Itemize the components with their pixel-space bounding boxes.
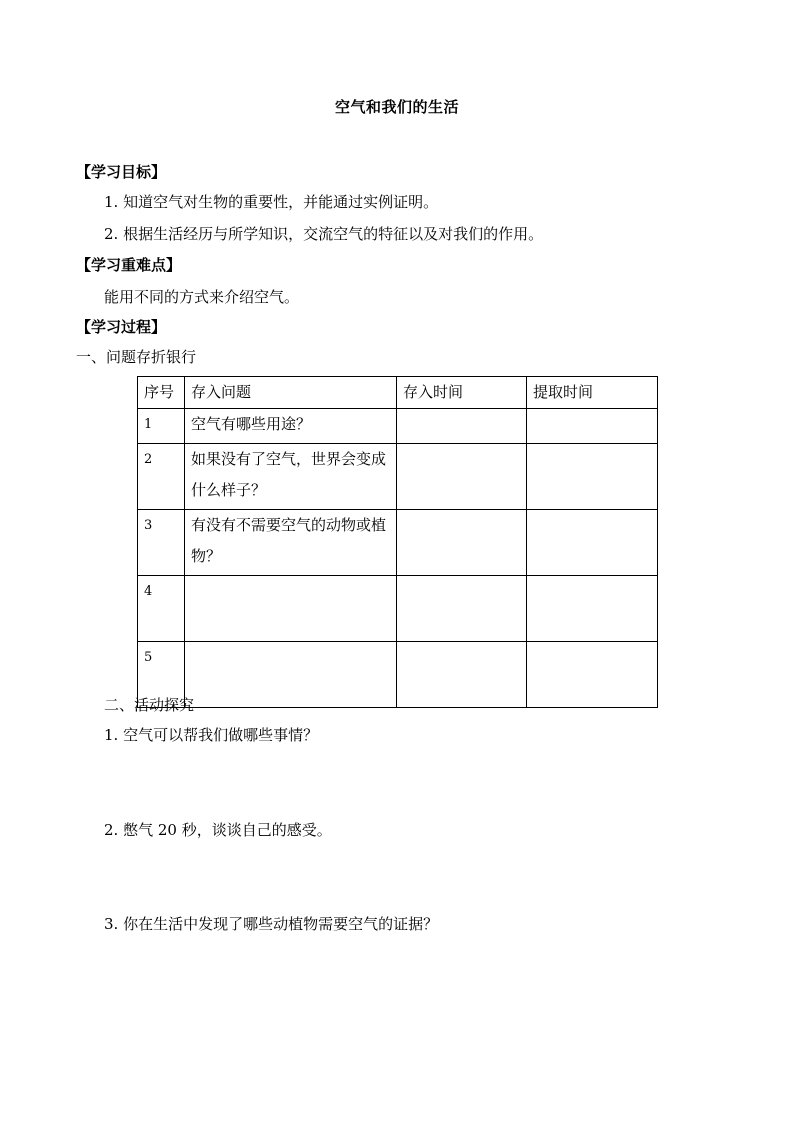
key-points-heading: 【学习重难点】	[76, 256, 182, 274]
table-row	[138, 642, 658, 708]
goal-item: 1. 知道空气对生物的重要性，并能通过实例证明。	[104, 193, 439, 211]
table-header-row	[138, 377, 658, 409]
goals-heading: 【学习目标】	[76, 163, 167, 181]
row-number: 1	[138, 409, 185, 444]
question-bank-table	[137, 376, 658, 708]
row-number: 5	[138, 642, 185, 708]
header-cell-withdraw-time: 提取时间	[527, 377, 658, 409]
table-row	[138, 510, 658, 576]
row-number: 4	[138, 576, 185, 642]
row-withdraw-time	[527, 409, 658, 444]
row-question: 如果没有了空气，世界会变成什么样子？	[185, 444, 397, 510]
row-number: 2	[138, 444, 185, 510]
row-question	[185, 642, 397, 708]
row-deposit-time	[397, 409, 527, 444]
row-question	[185, 576, 397, 642]
row-number: 3	[138, 510, 185, 576]
part2-heading: 二、活动探究	[104, 696, 195, 714]
row-withdraw-time	[527, 510, 658, 576]
activity-item: 3. 你在生活中发现了哪些动植物需要空气的证据？	[104, 915, 439, 933]
row-withdraw-time	[527, 576, 658, 642]
row-deposit-time	[397, 444, 527, 510]
row-question: 空气有哪些用途？	[185, 409, 397, 444]
page-title: 空气和我们的生活	[334, 98, 459, 116]
header-cell-deposit-time: 存入时间	[397, 377, 527, 409]
row-withdraw-time	[527, 444, 658, 510]
row-deposit-time	[397, 576, 527, 642]
header-cell-number: 序号	[138, 377, 185, 409]
activity-item: 2. 憋气 20 秒，谈谈自己的感受。	[104, 821, 332, 839]
row-deposit-time	[397, 642, 527, 708]
row-question: 有没有不需要空气的动物或植物？	[185, 510, 397, 576]
table-row	[138, 576, 658, 642]
process-heading: 【学习过程】	[76, 318, 167, 336]
goal-item: 2. 根据生活经历与所学知识，交流空气的特征以及对我们的作用。	[104, 225, 544, 243]
key-points-text: 能用不同的方式来介绍空气。	[104, 288, 300, 306]
header-cell-question: 存入问题	[185, 377, 397, 409]
activity-item: 1. 空气可以帮我们做哪些事情？	[104, 726, 319, 744]
part1-heading: 一、问题存折银行	[76, 348, 197, 366]
row-withdraw-time	[527, 642, 658, 708]
row-deposit-time	[397, 510, 527, 576]
table-row	[138, 409, 658, 444]
table-row	[138, 444, 658, 510]
